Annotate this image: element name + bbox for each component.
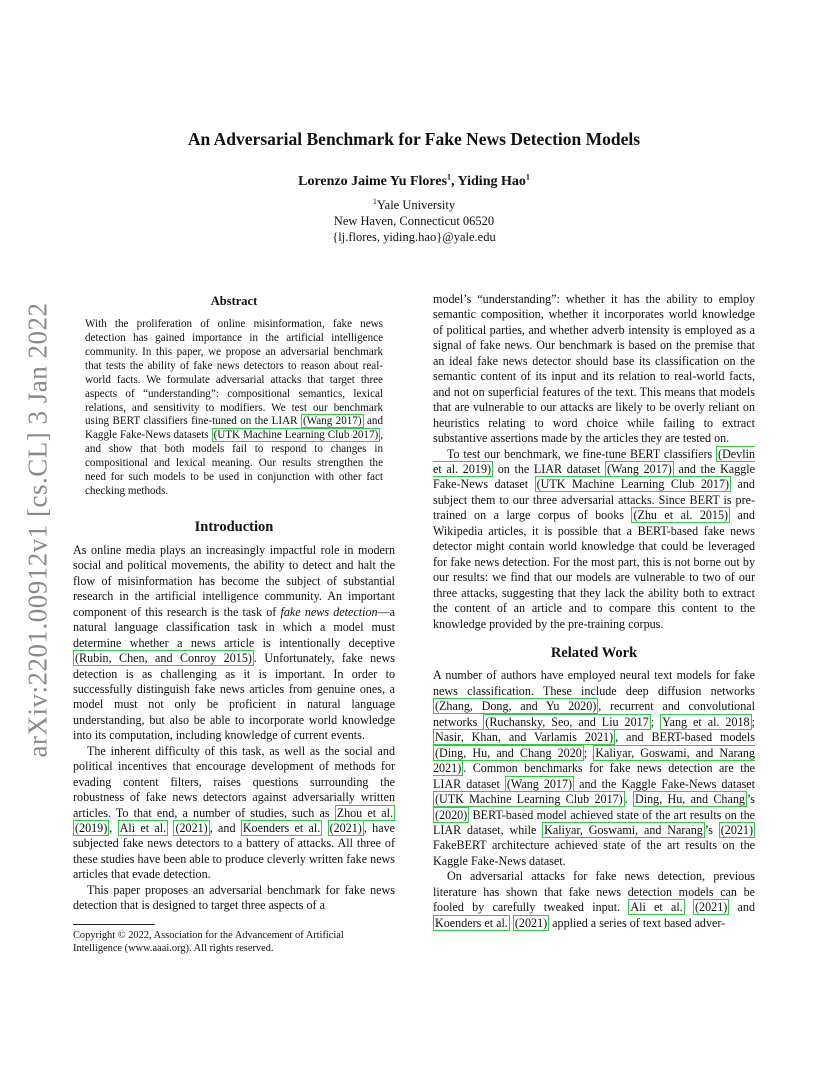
citation-link[interactable]: (Zhu et al. 2015) [633, 508, 729, 523]
citation-link[interactable]: Yang et al. 2018 [662, 714, 750, 729]
author-line: Lorenzo Jaime Yu Flores$^1$, Yiding Hao$^1$ [298, 172, 530, 189]
intro-paragraph-3: This paper proposes an adversarial benchmark for fake news detection that is designed to target three aspects of a [73, 882, 395, 913]
citation-link[interactable]: (2020) [435, 807, 468, 822]
copyright-footnote: Copyright © 2022, Association for the Advancement of Artificial Intelligence (www.aaai.org). All rights reserved. [73, 930, 344, 954]
section-heading-related-work: Related Work [550, 644, 638, 661]
citation-link[interactable]: (Ruchansky, Seo, and Liu 2017 [485, 714, 649, 729]
affiliation-org: Yale University [376, 198, 456, 212]
citation-link[interactable]: Koenders et al. [435, 915, 508, 930]
footnote-rule [73, 924, 155, 925]
abstract-text: With the proliferation of online misinformation, fake news detection has gained importance in the artificial intelligence community. In this paper, we propose an adversarial benchmark that tests the ability of fake news detectors to reason about real-world facts. We formulate adversarial attacks that target three aspects of “understanding”: compositional semantics, lexical relations, and sensitivity to modifiers. We test our benchmark using BERT classifiers fine-tuned on the LIAR (Wang 2017) and Kaggle Fake-News datasets (UTK Machine Learning Club 2017) , and show that both models fail to respond to changes in compositional and lexical meaning. Our results strengthen the need for such models to be used in conjunction with other fact checking methods. [85, 318, 384, 497]
citation-link[interactable]: (Zhang, Dong, and Yu 2020) [435, 699, 597, 714]
affiliation-city: New Haven, Connecticut 06520 [333, 214, 495, 228]
author-1: Lorenzo Jaime Yu Flores [298, 174, 448, 189]
left-column [73, 294, 395, 914]
affiliation-block [0, 197, 828, 245]
citation-link[interactable]: (Wang 2017) [302, 415, 362, 428]
citation-link[interactable]: (UTK Machine Learning Club 2017) [213, 429, 379, 442]
citation-link[interactable]: (Wang 2017) [506, 776, 573, 791]
citation-link[interactable]: Koenders et al. [242, 821, 321, 836]
affil-mark: 1 [525, 172, 530, 182]
citation-link[interactable]: Kaliyar, Goswami, and Narang 2021) [433, 745, 755, 776]
citation-link[interactable]: (2019) [75, 821, 108, 836]
citation-link[interactable]: (Ding, Hu, and Chang 2020 [435, 745, 582, 760]
author-email: {lj.flores, yiding.hao}@yale.edu [332, 230, 496, 244]
affil-mark: 1 [372, 196, 377, 206]
related-paragraph-1: A number of authors have employed neural text models for fake news classification. These include deep diffusion networks (Zhang, Dong, and Yu 2020) , recurrent and convolutional networks (Ruchansky, Seo, and Liu 2017 ; Yang et al. 2018 ; Nasir, Khan, and Varlamis 2021) , and BERT-based models (Ding, Hu, and Chang 2020 ; Kaliyar, Goswami, and Narang 2021) . Common benchmarks for fake news detection are the LIAR dataset (Wang 2017) and the Kaggle Fake-News dataset (UTK Machine Learning Club 2017) . Ding, Hu, and Chang ’s (2020) BERT-based model achieved state of the art results on the LIAR dataset, while Kaliyar, Goswami, and Narang ’s (2021) FakeBERT architecture achieved state of the art results on the Kaggle Fake-News dataset. [433, 668, 756, 868]
abstract-heading: Abstract [210, 294, 258, 308]
intro-continued-paragraph: model’s “understanding”: whether it has the ability to employ semantic composition, whether it incorporates world knowledge of political parties, and whether adverb intensity is employed as a signal of fake news. Our benchmark is based on the premise that an ideal fake news detector should base its classification on the semantic content of its input and its relation to real-world facts, and not on superficial features of the text. This means that models that are vulnerable to our attacks are likely to be overly reliant on heuristics relating to word choice while failing to extract substantive assertions made by the articles they are tested on. [433, 292, 755, 446]
citation-link[interactable]: (Rubin, Chen, and Conroy 2015) [75, 651, 252, 666]
citation-link[interactable]: (2021) [720, 822, 753, 837]
citation-link[interactable]: Zhou et al. [336, 805, 393, 820]
related-paragraph-2: On adversarial attacks for fake news detection, previous literature has shown that fake news detection models can be fooled by carefully tweaked input. Ali et al. (2021) and Koenders et al. (2021) applied a series of text based adver- [433, 869, 755, 930]
citation-link[interactable]: (Wang 2017) [607, 461, 672, 476]
affil-mark: 1 [447, 172, 452, 182]
right-column [433, 292, 755, 931]
arxiv-stamp-text: arXiv:2201.00912v1 [cs.CL] 3 Jan 2022 [22, 302, 53, 758]
citation-link[interactable]: Ali et al. [119, 821, 167, 836]
citation-link[interactable]: (2021) [695, 900, 728, 915]
citation-link[interactable]: Kaliyar, Goswami, and Narang [544, 822, 703, 837]
citation-link[interactable]: Ding, Hu, and Chang [635, 792, 745, 807]
section-heading-introduction: Introduction [194, 519, 274, 536]
intro-paragraph-2: The inherent difficulty of this task, as well as the social and political incentives that encourage development of methods for evading content filters, raises questions surrounding the robustness of fake news detectors against adversarially written articles. To that end, a number of studies, such as Zhou et al. (2019) , Ali et al. (2021) , and Koenders et al. (2021) , have subjected fake news detectors to a battery of attacks. All three of these studies have been able to produce cleverly written fake news articles that evade detection. [73, 743, 396, 882]
intro-paragraph-1: As online media plays an increasingly impactful role in modern social and political movements, the ability to detect and halt the flow of misinformation has become the subject of substantial research in the artificial intelligence community. An important component of this research is the task of fake news detection—a natural language classification task in which a model must determine whether a news article is intentionally deceptive (Rubin, Chen, and Conroy 2015) . Unfortunately, fake news detection is as challenging as it is important. In order to successfully distinguish fake news articles from genuine ones, a model must not only be proficient in natural language understanding, but also be able to incorporate world knowledge into its computation, including knowledge of current events. [73, 542, 396, 743]
citation-link[interactable]: (Devlin et al. 2019) [433, 446, 755, 476]
arxiv-stamp [18, 300, 58, 760]
paper-title: An Adversarial Benchmark for Fake News Detection Models [187, 129, 641, 149]
citation-link[interactable]: (2021) [514, 915, 548, 930]
citation-link[interactable]: (2021) [329, 821, 362, 836]
citation-link[interactable]: Nasir, Khan, and Varlamis 2021) [435, 730, 614, 745]
citation-link[interactable]: (UTK Machine Learning Club 2017) [536, 477, 730, 492]
author-2: Yiding Hao [457, 174, 526, 189]
citation-link[interactable]: Ali et al. [630, 900, 683, 915]
citation-link[interactable]: (UTK Machine Learning Club 2017) [435, 792, 623, 807]
intro-paragraph-benchmark: To test our benchmark, we fine-tune BERT classifiers (Devlin et al. 2019) on the LIAR dataset (Wang 2017) and the Kaggle Fake-News dataset (UTK Machine Learning Club 2017) and subject them to our three adversarial attacks. Since BERT is pre-trained on a large corpus of books (Zhu et al. 2015) and Wikipedia articles, it is possible that a BERT-based fake news detector might contain world knowledge that could be leveraged for fake news detection. For the most part, this is not borne out by our results: we find that our models are vulnerable to two of our three attacks, suggesting that they lack the ability both to extract the content of an article and to compare this content to the knowledge provided by the pre-training corpus. [433, 446, 755, 631]
citation-link[interactable]: (2021) [175, 821, 208, 836]
